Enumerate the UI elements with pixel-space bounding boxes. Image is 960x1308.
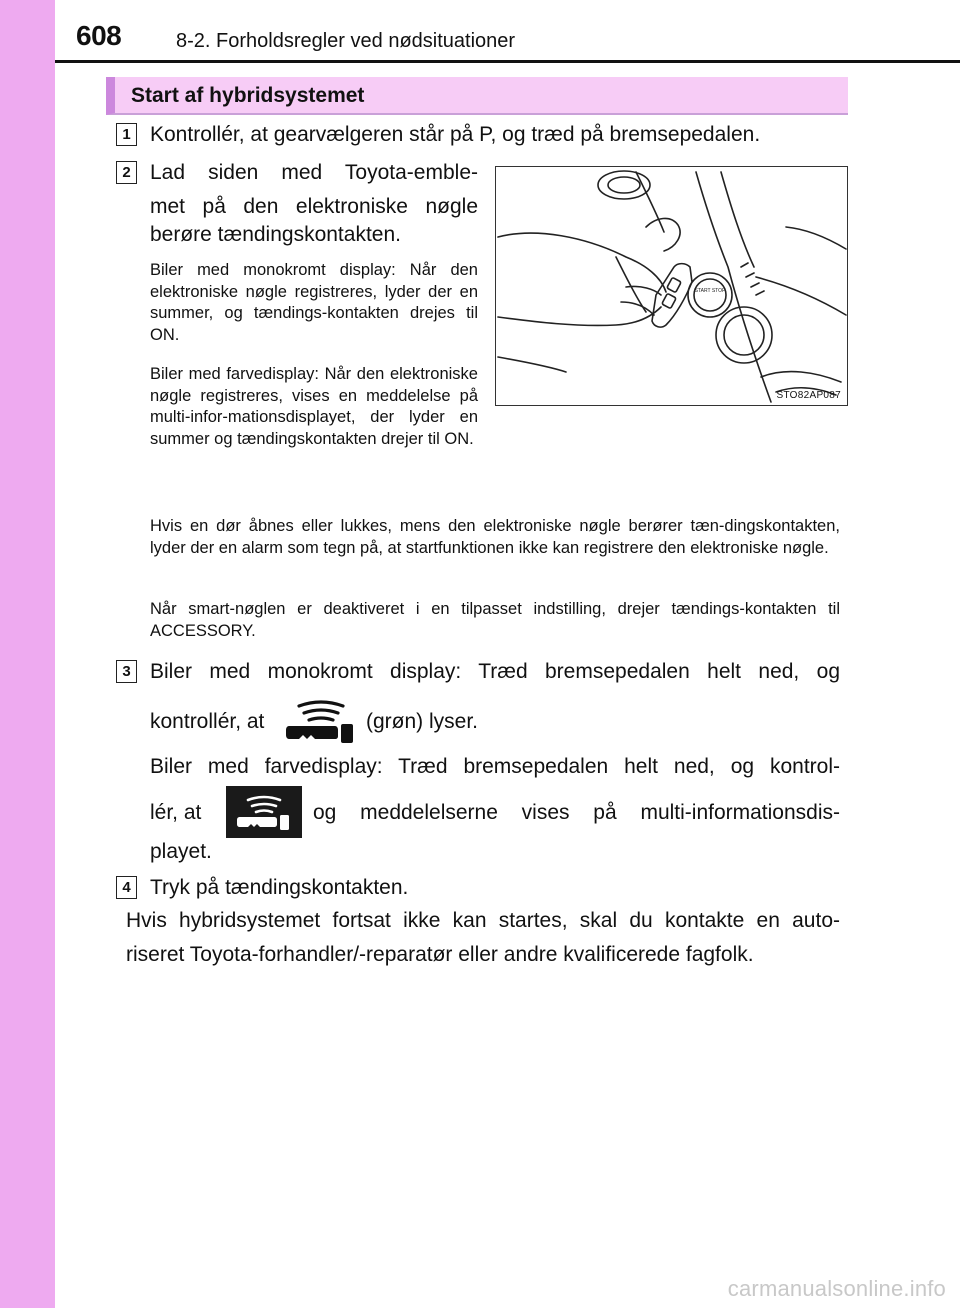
header-rule [55, 60, 960, 63]
step-number-3: 3 [116, 660, 137, 683]
closing-line-1: Hvis hybridsystemet fortsat ikke kan startes, skal du kontakte en auto- [126, 909, 840, 932]
step-4-text: Tryk på tændingskontakten. [150, 876, 409, 899]
step-3-mono-line-1: Biler med monokromt display: Træd bremsepedalen helt ned, og [150, 660, 840, 683]
step-2-line-1: Lad siden med Toyota-emble- [150, 161, 478, 184]
side-color-strip [0, 0, 55, 1308]
key-wave-display-icon [226, 786, 302, 838]
step-3-mono-line-2a: kontrollér, at [150, 710, 265, 733]
step-number-1: 1 [116, 123, 137, 146]
step-2-note-mono: Biler med monokromt display: Når den elektroniske nøgle registreres, lyder der en summer, og tændings-kontakten drejes til ON. [150, 261, 478, 344]
key-wave-indicator-icon [285, 696, 357, 744]
step-2-note-door: Hvis en dør åbnes eller lukkes, mens den elektroniske nøgle berører tæn-dingskontakten, lyder der en alarm som tegn på, at startfunktionen ikke kan registrere den elektroniske nøgle. [150, 517, 840, 557]
closing-line-2: riseret Toyota-forhandler/-reparatør eller andre kvalificerede fagfolk. [126, 943, 754, 966]
step-number-4: 4 [116, 876, 137, 899]
step-number-2: 2 [116, 161, 137, 184]
step-2-note-smartkey: Når smart-nøglen er deaktiveret i en tilpasset indstilling, drejer tændings-kontakten til ACCESSORY. [150, 600, 840, 640]
footer-watermark[interactable]: carmanualsonline.info [727, 1276, 946, 1301]
start-stop-label: START STOP [694, 288, 726, 294]
chapter-title: 8-2. Forholdsregler ved nødsituationer [176, 30, 516, 52]
step-3-mono-line-2b: (grøn) lyser. [366, 710, 479, 733]
hand-holding-key-drawing [496, 167, 848, 406]
step-3-color-line-2b: og meddelelserne vises på multi-informationsdis- [313, 801, 840, 824]
section-header [106, 77, 848, 115]
step-3-color-line-3: playet. [150, 840, 212, 863]
step-2-note-color: Biler med farvedisplay: Når den elektroniske nøgle registreres, vises en meddelelse på multi-infor-mationsdisplayet, der lyder en summer og tændingskontakten drejer til ON. [150, 365, 478, 448]
step-3-color-line-1: Biler med farvedisplay: Træd bremsepedalen helt ned, og kontrol- [150, 755, 840, 778]
page-number: 608 [76, 20, 122, 51]
key-fob-illustration [495, 166, 848, 406]
section-title: Start af hybridsystemet [131, 84, 365, 107]
step-1-text: Kontrollér, at gearvælgeren står på P, og træd på bremsepedalen. [150, 123, 761, 146]
step-2-line-2: met på den elektroniske nøgle [150, 195, 478, 218]
step-2-line-3: berøre tændingskontakten. [150, 223, 401, 246]
illustration-code: STO82AP087 [776, 390, 841, 401]
step-3-color-line-2a: lér, at [150, 801, 202, 824]
